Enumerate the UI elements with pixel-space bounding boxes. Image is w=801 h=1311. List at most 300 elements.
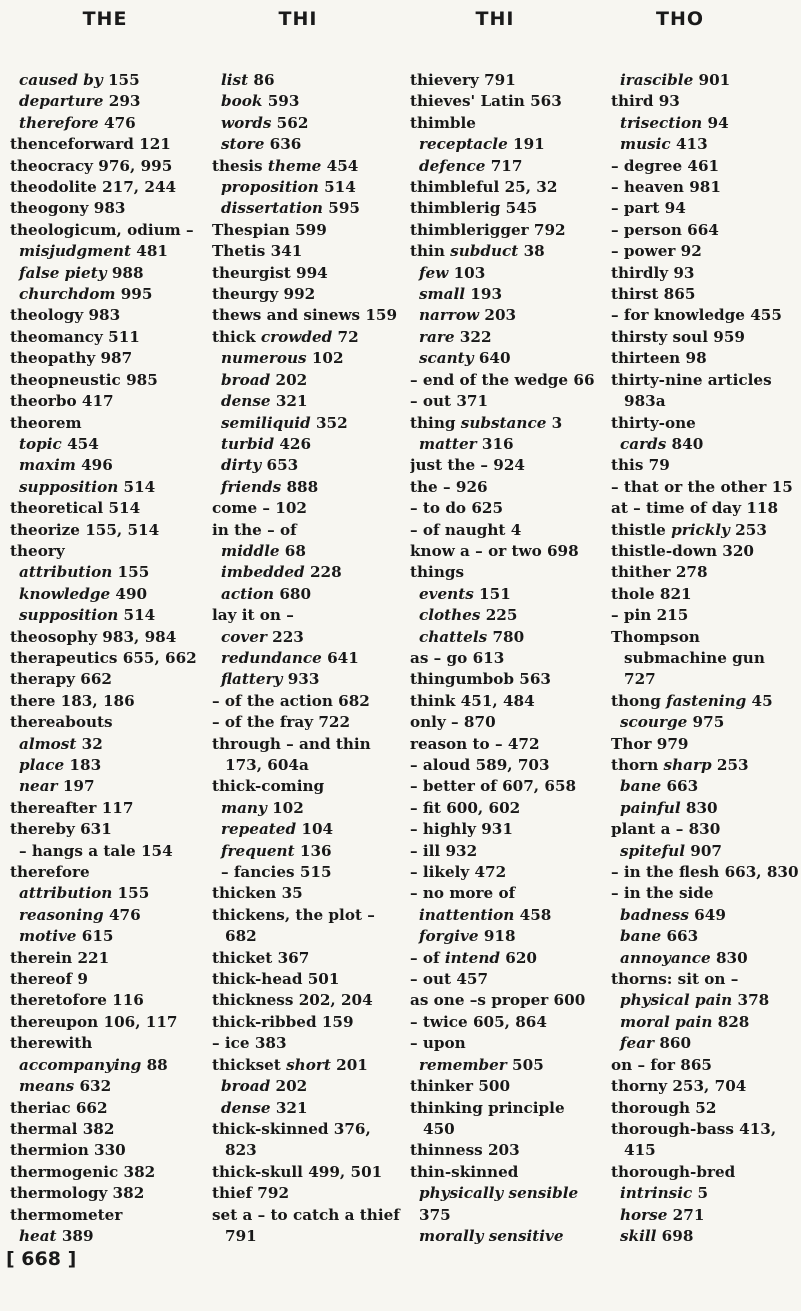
index-entry: – ice 383 <box>212 1034 287 1053</box>
running-head-1: THE <box>82 8 128 30</box>
index-entry: – in the side <box>611 884 714 903</box>
running-head-2: THI <box>278 8 318 30</box>
index-entry: dense 321 <box>221 392 308 411</box>
index-entry: – of the fray 722 <box>212 713 351 732</box>
index-entry-italic: short <box>286 1055 331 1074</box>
index-entry-italic: supposition <box>19 477 119 496</box>
index-entry-italic: action <box>221 584 275 603</box>
index-entry: – for knowledge 455 <box>611 306 782 325</box>
index-entry-italic: departure <box>19 92 104 111</box>
index-entry-italic: moral pain <box>620 1012 713 1031</box>
index-entry-italic: redundance <box>221 648 322 667</box>
index-entry: thirst 865 <box>611 285 696 304</box>
index-entry: attribution 155 <box>19 884 150 903</box>
index-entry-italic: substance <box>460 413 547 432</box>
index-entry: events 151 <box>419 584 511 603</box>
index-entry: – of intend 620 <box>410 948 537 967</box>
index-entry-italic: crowded <box>260 327 333 346</box>
index-entry-italic: cover <box>221 627 267 646</box>
index-entry: fear 860 <box>620 1034 692 1053</box>
index-entry: trisection 94 <box>620 113 729 132</box>
index-entry: thither 278 <box>611 563 708 582</box>
index-entry: remember 505 <box>419 1055 544 1074</box>
index-entry-italic: broad <box>221 370 271 389</box>
index-entry: at – time of day 118 <box>611 499 779 518</box>
index-entry-italic: scanty <box>419 349 474 368</box>
index-entry-italic: defence <box>419 156 486 175</box>
index-entry: imbedded 228 <box>221 563 342 582</box>
index-entry-italic: knowledge <box>19 584 111 603</box>
index-entry-italic: chattels <box>419 627 488 646</box>
index-entry: thin subduct 38 <box>410 242 545 261</box>
index-entry: only – 870 <box>410 713 496 732</box>
index-entry: thermion 330 <box>10 1141 126 1160</box>
index-entry: set a – to catch a thief 791 <box>212 1205 400 1245</box>
index-entry-italic: dense <box>221 392 271 411</box>
index-entry: repeated 104 <box>221 820 334 839</box>
index-entry-italic: dirty <box>221 456 262 475</box>
index-entry: – twice 605, 864 <box>410 1012 547 1031</box>
index-entry-italic: attribution <box>19 884 113 903</box>
index-entry: therefore 476 <box>19 113 136 132</box>
index-entry: physically sensible 375 <box>419 1184 579 1224</box>
index-entry: thorough-bred <box>611 1162 736 1181</box>
index-entry-italic: dissertation <box>221 199 323 218</box>
index-entry-italic: inattention <box>419 905 515 924</box>
index-entry: dense 321 <box>221 1098 308 1117</box>
index-entry: thereafter 117 <box>10 798 134 817</box>
index-entry-italic: receptacle <box>419 135 508 154</box>
index-entry <box>212 1247 402 1250</box>
index-entry-italic: events <box>419 584 474 603</box>
index-entry-italic: attribution <box>19 563 113 582</box>
index-entry: thimbleful 25, 32 <box>410 178 558 197</box>
index-entry: reason to – 472 <box>410 734 540 753</box>
index-entry: thorns: sit on – <box>611 970 739 989</box>
index-entry: skill 698 <box>620 1226 694 1245</box>
index-entry-italic: caused by <box>19 71 103 89</box>
index-entry-italic: near <box>19 777 58 796</box>
index-entry: Thespian 599 <box>212 220 327 239</box>
index-entry-italic <box>620 1248 719 1250</box>
index-entry-italic: almost <box>19 734 77 753</box>
index-entry-italic: cards <box>620 434 667 453</box>
index-entry: thirteen 98 <box>611 349 707 368</box>
index-entry-italic: dense <box>221 1098 271 1117</box>
index-entry: in the – of <box>212 520 297 539</box>
index-entry: as – go 613 <box>410 648 505 667</box>
index-entry-italic: therefore <box>19 113 99 132</box>
index-entry: thievery 791 <box>410 71 516 89</box>
index-entry: – no more of <box>410 884 516 903</box>
index-entry-italic: reasoning <box>19 905 104 924</box>
index-entry-italic: bane <box>620 927 662 946</box>
index-entry-italic: prickly <box>671 520 730 539</box>
index-entry: bane 663 <box>620 927 699 946</box>
index-entry: the – 926 <box>410 477 488 496</box>
index-entry: clothes 225 <box>419 606 518 625</box>
index-entry <box>611 1247 801 1250</box>
index-entry: thenceforward 121 <box>10 135 171 154</box>
index-entry: – likely 472 <box>410 863 507 882</box>
index-entry: thorny 253, 704 <box>611 1077 747 1096</box>
index-entry: thorn sharp 253 <box>611 756 749 774</box>
index-entry: – degree 461 <box>611 156 720 175</box>
index-entry-italic: music <box>620 135 671 154</box>
index-entry-italic: theme <box>267 156 322 175</box>
index-entry-italic: frequent <box>221 841 295 860</box>
index-entry: theurgy 992 <box>212 285 316 304</box>
index-entry: theopathy 987 <box>10 349 133 368</box>
index-entry: thick crowded 72 <box>212 327 359 346</box>
index-entry: just the – 924 <box>410 456 525 475</box>
index-entry: know a – or two 698 <box>410 541 579 560</box>
index-entry-italic: physically sensible <box>419 1184 579 1203</box>
index-entry: knowledge 490 <box>19 584 148 603</box>
index-entry: thimblerig 545 <box>410 199 538 218</box>
index-entry: – pin 215 <box>611 606 689 625</box>
index-entry-italic: painful <box>620 798 681 817</box>
index-entry: therapeutics 655, 662 <box>10 648 197 667</box>
index-entry: bane 663 <box>620 777 699 796</box>
index-entry: – out 371 <box>410 392 489 411</box>
index-entry: thickens, the plot – 682 <box>212 905 375 946</box>
index-entry-italic: motive <box>19 927 77 946</box>
index-entry-italic: topic <box>19 434 62 453</box>
index-entry: thieves' Latin 563 <box>410 92 562 111</box>
index-entry-italic: subduct <box>450 242 519 261</box>
index-entry: small 193 <box>419 285 503 304</box>
index-entry: thin-skinned <box>410 1162 519 1181</box>
index-entry-italic: proposition <box>221 178 319 197</box>
running-head-3: THI <box>475 8 515 30</box>
index-entry-italic: morally sensitive <box>419 1226 564 1245</box>
index-entry: theodolite 217, 244 <box>10 178 177 197</box>
index-entry: thong fastening 45 <box>611 691 773 710</box>
index-entry: physical pain 378 <box>620 991 770 1010</box>
index-entry: thimblerigger 792 <box>410 220 566 239</box>
index-entry-italic: friends <box>221 477 282 496</box>
index-entry: – that or the other 15 <box>611 477 793 496</box>
index-entry: thick-head 501 <box>212 970 340 989</box>
index-entry-italic: place <box>19 756 65 774</box>
index-entry: thermal 382 <box>10 1119 115 1138</box>
index-entry: – to do 625 <box>410 499 504 518</box>
index-entry: supposition 514 <box>19 606 156 625</box>
index-entry: action 680 <box>221 584 312 603</box>
index-entry: music 413 <box>620 135 708 154</box>
index-entry: theosophy 983, 984 <box>10 627 177 646</box>
index-entry: dissertation 595 <box>221 199 360 218</box>
index-entry-italic: list <box>221 71 249 89</box>
index-entry-italic: sharp <box>663 756 712 774</box>
index-entry: – highly 931 <box>410 820 513 839</box>
index-entry-italic: means <box>19 1077 75 1096</box>
index-entry: thermology 382 <box>10 1184 145 1203</box>
index-entry: theretofore 116 <box>10 991 144 1010</box>
index-entry: Thompson submachine gun 727 <box>611 627 765 689</box>
index-entry-italic: badness <box>620 905 689 924</box>
index-entry-italic: intend <box>444 948 500 967</box>
index-entry-italic: scourge <box>620 713 688 732</box>
index-entry: list 86 <box>221 71 275 89</box>
index-entry: thereupon 106, 117 <box>10 1012 178 1031</box>
index-entry: badness 649 <box>620 905 726 924</box>
index-entry: rare 322 <box>419 327 492 346</box>
index-entry: – of naught 4 <box>410 520 522 539</box>
index-entry-italic: supposition <box>19 606 119 625</box>
index-entry-italic: physical pain <box>620 991 733 1010</box>
index-entry-italic: horse <box>620 1205 668 1224</box>
index-entry-italic: semiliquid <box>221 413 311 432</box>
page-number: [ 668 ] <box>6 1248 77 1270</box>
index-entry: book 593 <box>221 92 300 111</box>
index-entry: scourge 975 <box>620 713 725 732</box>
index-entry-italic: intrinsic <box>620 1184 693 1203</box>
index-entry: – better of 607, 658 <box>410 777 577 796</box>
index-entry-italic: few <box>419 263 449 282</box>
index-entry: almost 32 <box>19 734 103 753</box>
index-entry: theoretical 514 <box>10 499 141 518</box>
index-entry: near 197 <box>19 777 95 796</box>
index-entry: departure 293 <box>19 92 141 111</box>
index-entry: flattery 933 <box>221 670 320 689</box>
index-entry: thickness 202, 204 <box>212 991 373 1010</box>
index-entry: – part 94 <box>611 199 686 218</box>
index-entry: churchdom 995 <box>19 285 153 304</box>
index-entry: thicket 367 <box>212 948 310 967</box>
index-entry-italic: bane <box>620 777 662 796</box>
index-entry: – ill 932 <box>410 841 478 860</box>
running-head-4: THO <box>655 8 704 30</box>
index-entry-italic: turbid <box>221 434 275 453</box>
index-entry: through – and thin 173, 604a <box>212 734 371 774</box>
index-entry-italic: false piety <box>19 263 107 282</box>
index-entry: numerous 102 <box>221 349 344 368</box>
index-entry-italic: imbedded <box>221 563 305 582</box>
index-entry: many 102 <box>221 798 304 817</box>
index-entry-italic: remember <box>419 1055 507 1074</box>
index-entry-italic: narrow <box>419 306 480 325</box>
index-entry: theogony 983 <box>10 199 126 218</box>
index-entry-italic: clothes <box>419 606 481 625</box>
index-entry-italic: accompanying <box>19 1055 142 1074</box>
index-entry: receptacle 191 <box>419 135 545 154</box>
index-entry: as one –s proper 600 <box>410 991 586 1010</box>
index-entry: there 183, 186 <box>10 691 135 710</box>
index-entry: horse 271 <box>620 1205 705 1224</box>
index-entry: thermometer <box>10 1205 123 1224</box>
index-entry: thistle prickly 253 <box>611 520 767 539</box>
index-entry: theocracy 976, 995 <box>10 156 173 175</box>
index-entry-italic: trisection <box>620 113 703 132</box>
index-entry: thirdly 93 <box>611 263 695 282</box>
index-entry-italic: fear <box>620 1034 655 1053</box>
index-entry: – of the action 682 <box>212 691 370 710</box>
index-entry-italic: forgive <box>419 927 479 946</box>
index-entry: – fancies 515 <box>221 863 332 882</box>
index-entry: thinness 203 <box>410 1141 520 1160</box>
index-entry-italic: numerous <box>221 349 307 368</box>
index-entry-italic: misjudgment <box>19 242 131 261</box>
index-entry: therewith <box>10 1034 93 1053</box>
index-entry: heat 389 <box>19 1226 94 1245</box>
index-entry: thingumbob 563 <box>410 670 551 689</box>
index-entry <box>410 1226 600 1250</box>
index-entry-italic: churchdom <box>19 285 116 304</box>
index-entry-italic: flattery <box>221 670 283 689</box>
index-entry: irascible 901 <box>620 71 731 89</box>
index-entry-italic: annoyance <box>620 948 711 967</box>
index-entry: means 632 <box>19 1077 112 1096</box>
index-entry: scanty 640 <box>419 349 511 368</box>
index-entry-italic: book <box>221 92 263 111</box>
index-entry: thirty-one <box>611 413 696 432</box>
index-entry: come – 102 <box>212 499 307 518</box>
index-entry: thing substance 3 <box>410 413 563 432</box>
index-entry: thereof 9 <box>10 970 88 989</box>
index-columns <box>0 70 801 1250</box>
index-entry: thermogenic 382 <box>10 1162 156 1181</box>
index-entry-italic: store <box>221 135 265 154</box>
index-entry: this 79 <box>611 456 670 475</box>
index-entry: cover 223 <box>221 627 304 646</box>
index-entry: thereabouts <box>10 713 113 732</box>
index-entry: theologicum, odium – <box>10 220 194 239</box>
index-entry: thistle-down 320 <box>611 541 754 560</box>
index-entry: theriac 662 <box>10 1098 108 1117</box>
index-entry: motive 615 <box>19 927 114 946</box>
index-entry: thimble <box>410 113 476 132</box>
index-entry: thews and sinews 159 <box>212 306 398 325</box>
index-entry: cards 840 <box>620 434 704 453</box>
index-entry: – end of the wedge 66 <box>410 370 595 389</box>
index-entry: inattention 458 <box>419 905 552 924</box>
index-entry: third 93 <box>611 92 680 111</box>
index-entry: supposition 514 <box>19 477 156 496</box>
index-entry: painful 830 <box>620 798 718 817</box>
index-entry: chattels 780 <box>419 627 525 646</box>
index-entry: reasoning 476 <box>19 905 141 924</box>
index-entry: on – for 865 <box>611 1055 712 1074</box>
index-entry: matter 316 <box>419 434 514 453</box>
index-entry: thinking principle 450 <box>410 1098 565 1138</box>
index-entry: intrinsic 5 <box>620 1184 709 1203</box>
index-column-3 <box>410 70 600 1250</box>
index-entry: thickset short 201 <box>212 1055 368 1074</box>
index-column-2 <box>212 70 402 1250</box>
index-entry: – person 664 <box>611 220 719 239</box>
index-entry-italic: small <box>419 285 466 304</box>
index-entry-italic: rare <box>419 327 455 346</box>
index-entry: thorough-bass 413, 415 <box>611 1119 777 1160</box>
index-entry: turbid 426 <box>221 434 312 453</box>
index-entry: things <box>410 563 465 582</box>
index-entry: – aloud 589, 703 <box>410 756 550 774</box>
index-entry-italic: matter <box>419 434 477 453</box>
index-entry: thick-ribbed 159 <box>212 1012 354 1031</box>
index-entry-italic: broad <box>221 1077 271 1096</box>
index-entry: therapy 662 <box>10 670 112 689</box>
index-entry: theory <box>10 541 65 560</box>
index-entry: thirsty soul 959 <box>611 327 745 346</box>
index-entry-italic: words <box>221 113 272 132</box>
index-entry: misjudgment 481 <box>19 242 168 261</box>
index-entry: thereby 631 <box>10 820 112 839</box>
index-entry: theology 983 <box>10 306 121 325</box>
index-entry: friends 888 <box>221 477 319 496</box>
index-entry: narrow 203 <box>419 306 517 325</box>
index-entry: words 562 <box>221 113 309 132</box>
index-entry: thorough 52 <box>611 1098 717 1117</box>
index-entry-italic: spiteful <box>620 841 685 860</box>
index-entry: maxim 496 <box>19 456 113 475</box>
index-entry: forgive 918 <box>419 927 516 946</box>
index-entry: theurgist 994 <box>212 263 328 282</box>
index-entry: attribution 155 <box>19 563 150 582</box>
index-entry: middle 68 <box>221 541 306 560</box>
index-entry: broad 202 <box>221 370 308 389</box>
index-entry: thesis theme 454 <box>212 156 359 175</box>
index-entry: redundance 641 <box>221 648 359 667</box>
index-entry: theopneustic 985 <box>10 370 158 389</box>
index-column-4 <box>611 70 801 1250</box>
index-entry: annoyance 830 <box>620 948 748 967</box>
index-entry: dirty 653 <box>221 456 299 475</box>
index-entry: theorem <box>10 413 82 432</box>
index-entry: – upon <box>410 1034 466 1053</box>
index-entry: proposition 514 <box>221 178 356 197</box>
index-entry-italic: irascible <box>620 71 694 89</box>
index-entry: Thor 979 <box>611 734 689 753</box>
index-entry: thicken 35 <box>212 884 303 903</box>
index-entry: caused by 155 <box>19 71 140 89</box>
index-entry-italic: repeated <box>221 820 297 839</box>
index-entry: thirty-nine articles 983a <box>611 370 772 411</box>
index-entry: – hangs a tale 154 <box>19 841 173 860</box>
index-entry: thief 792 <box>212 1184 290 1203</box>
index-entry: store 636 <box>221 135 302 154</box>
index-entry: – out 457 <box>410 970 489 989</box>
index-entry: thick-skinned 376, 823 <box>212 1119 371 1160</box>
index-entry-italic: fastening <box>666 691 747 710</box>
index-entry: frequent 136 <box>221 841 332 860</box>
index-entry: accompanying 88 <box>19 1055 168 1074</box>
index-entry: – heaven 981 <box>611 178 721 197</box>
index-entry: semiliquid 352 <box>221 413 348 432</box>
index-entry-italic: maxim <box>19 456 76 475</box>
index-entry: theorbo 417 <box>10 392 114 411</box>
index-entry: – fit 600, 602 <box>410 798 521 817</box>
running-heads <box>0 8 801 38</box>
index-entry-italic: skill <box>620 1226 657 1245</box>
index-entry: thinker 500 <box>410 1077 511 1096</box>
index-entry: theomancy 511 <box>10 327 140 346</box>
index-entry: thick-skull 499, 501 <box>212 1162 383 1181</box>
index-entry-italic: many <box>221 798 267 817</box>
index-entry-italic: middle <box>221 541 280 560</box>
index-entry: spiteful 907 <box>620 841 722 860</box>
index-entry: Thetis 341 <box>212 242 303 261</box>
index-entry: place 183 <box>19 756 102 774</box>
index-entry: broad 202 <box>221 1077 308 1096</box>
index-entry: therein 221 <box>10 948 110 967</box>
index-entry: thole 821 <box>611 584 692 603</box>
index-entry: theorize 155, 514 <box>10 520 160 539</box>
index-entry: plant a – 830 <box>611 820 721 839</box>
index-column-1 <box>10 70 200 1250</box>
index-entry: thick-coming <box>212 777 325 796</box>
